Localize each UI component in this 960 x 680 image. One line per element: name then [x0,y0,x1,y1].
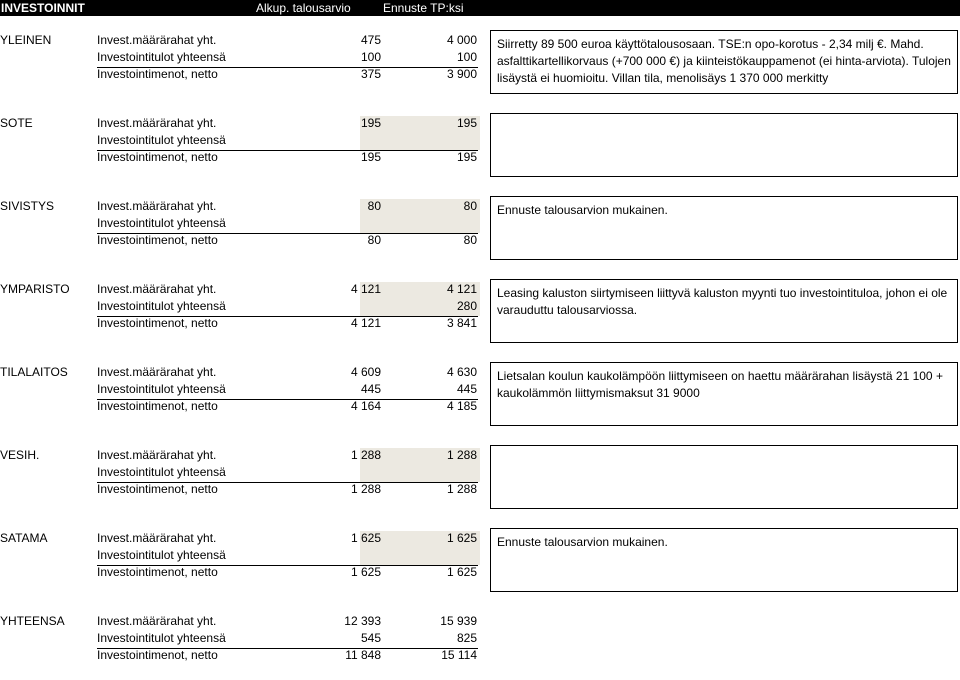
section-2 [0,199,960,265]
original-budget-value: 1 288 [350,448,381,462]
original-budget-value: 4 164 [350,399,381,413]
section-name: YHTEENSA [0,614,65,628]
table-row [97,565,478,583]
forecast-value: 195 [456,150,477,164]
note-box: Ennuste talousarvion mukainen. [490,196,958,260]
table-row [97,531,478,548]
row-label: Investointimenot, netto [97,399,218,413]
section-3 [0,282,960,348]
forecast-value: 1 288 [446,448,477,462]
section-name: VESIH. [0,448,40,462]
forecast-value: 280 [456,299,477,313]
row-label: Investointimenot, netto [97,233,218,247]
row-label: Investointitulot yhteensä [97,216,226,230]
forecast-value: 3 841 [446,316,477,330]
row-label: Investointimenot, netto [97,565,218,579]
original-budget-value: 1 625 [350,531,381,545]
table-row [97,316,478,334]
forecast-value: 4 121 [446,282,477,296]
row-label: Investointimenot, netto [97,648,218,662]
section-name: SATAMA [0,531,48,545]
section-name: TILALAITOS [0,365,68,379]
section-5 [0,448,960,514]
table-row [97,133,478,150]
row-label: Investointitulot yhteensä [97,133,226,147]
forecast-value: 1 625 [446,531,477,545]
forecast-value: 195 [456,116,477,130]
note-box [490,445,958,509]
original-budget-value: 475 [360,33,381,47]
table-row [97,299,478,316]
table-row [97,382,478,399]
note-box: Siirretty 89 500 euroa käyttötalousosaan. TSE:n opo-korotus - 2,34 milj €. Mahd. asfalttikartellikorvaus (+700 000 €) ja kiinteistökauppamenot (ei hinta-arviota). Tulojen lisäystä ei huomioitu. Villan tila, menolisäys 1 370 000 merkitty [490,30,958,94]
section-name: YMPARISTO [0,282,70,296]
section-4 [0,365,960,431]
row-label: Invest.määrärahat yht. [97,365,217,379]
original-budget-value: 4 609 [350,365,381,379]
original-budget-value: 1 625 [350,565,381,579]
table-row [97,482,478,500]
original-budget-value: 4 121 [350,316,381,330]
row-label: Investointitulot yhteensä [97,382,226,396]
section-name: SIVISTYS [0,199,55,213]
note-box [490,113,958,177]
row-label: Invest.määrärahat yht. [97,448,217,462]
table-row [97,399,478,417]
forecast-value: 445 [456,382,477,396]
row-label: Investointitulot yhteensä [97,50,226,64]
table-row [97,631,478,648]
original-budget-value: 80 [367,199,381,213]
row-label: Investointimenot, netto [97,150,218,164]
row-label: Invest.määrärahat yht. [97,33,217,47]
column-header-forecast: Ennuste TP:ksi [383,1,464,15]
original-budget-value: 80 [367,233,381,247]
original-budget-value: 1 288 [350,482,381,496]
original-budget-value: 11 848 [345,648,381,662]
forecast-value: 80 [463,199,477,213]
forecast-value: 15 939 [440,614,477,628]
note-box: Lietsalan koulun kaukolämpöön liittymiseen on haettu määrärahan lisäystä 21 100 + kaukolämmön liittymismaksut 31 9000 [490,362,958,426]
table-row [97,365,478,382]
original-budget-value: 195 [360,150,381,164]
table-row [97,614,478,631]
row-label: Invest.määrärahat yht. [97,531,217,545]
original-budget-value: 4 121 [350,282,381,296]
section-1 [0,116,960,182]
table-row [97,448,478,465]
table-row [97,50,478,67]
row-label: Investointitulot yhteensä [97,465,226,479]
table-row [97,465,478,482]
original-budget-value: 545 [360,631,381,645]
row-label: Investointimenot, netto [97,67,218,81]
row-label: Invest.määrärahat yht. [97,199,217,213]
row-label: Invest.määrärahat yht. [97,614,217,628]
table-row [97,67,478,85]
header-bar [0,0,960,16]
original-budget-value: 375 [360,67,381,81]
forecast-value: 100 [456,50,477,64]
table-row [97,199,478,216]
row-label: Investointitulot yhteensä [97,548,226,562]
row-label: Investointimenot, netto [97,316,218,330]
row-label: Invest.määrärahat yht. [97,282,217,296]
section-name: YLEINEN [0,33,52,47]
table-row [97,282,478,299]
table-row [97,33,478,50]
forecast-value: 4 000 [446,33,477,47]
column-header-original-budget: Alkup. talousarvio [256,1,351,15]
forecast-value: 15 114 [441,648,477,662]
original-budget-value: 12 393 [344,614,381,628]
forecast-value: 1 288 [446,482,477,496]
section-name: SOTE [0,116,33,130]
forecast-value: 4 630 [446,365,477,379]
table-row [97,116,478,133]
original-budget-value: 100 [360,50,381,64]
note-box: Ennuste talousarvion mukainen. [490,528,958,592]
table-row [97,216,478,233]
section-7 [0,614,960,680]
forecast-value: 3 900 [446,67,477,81]
section-0 [0,33,960,99]
table-row [97,548,478,565]
forecast-value: 825 [456,631,477,645]
original-budget-value: 195 [360,116,381,130]
row-label: Investointitulot yhteensä [97,631,226,645]
row-label: Investointimenot, netto [97,482,218,496]
section-6 [0,531,960,597]
forecast-value: 4 185 [446,399,477,413]
row-label: Invest.määrärahat yht. [97,116,217,130]
forecast-value: 80 [463,233,477,247]
row-label: Investointitulot yhteensä [97,299,226,313]
table-row [97,648,478,666]
page-title: INVESTOINNIT [1,1,85,15]
original-budget-value: 445 [360,382,381,396]
table-row [97,150,478,168]
note-box: Leasing kaluston siirtymiseen liittyvä kaluston myynti tuo investointituloa, johon ei ole varauduttu talousarviossa. [490,279,958,343]
forecast-value: 1 625 [446,565,477,579]
table-row [97,233,478,251]
